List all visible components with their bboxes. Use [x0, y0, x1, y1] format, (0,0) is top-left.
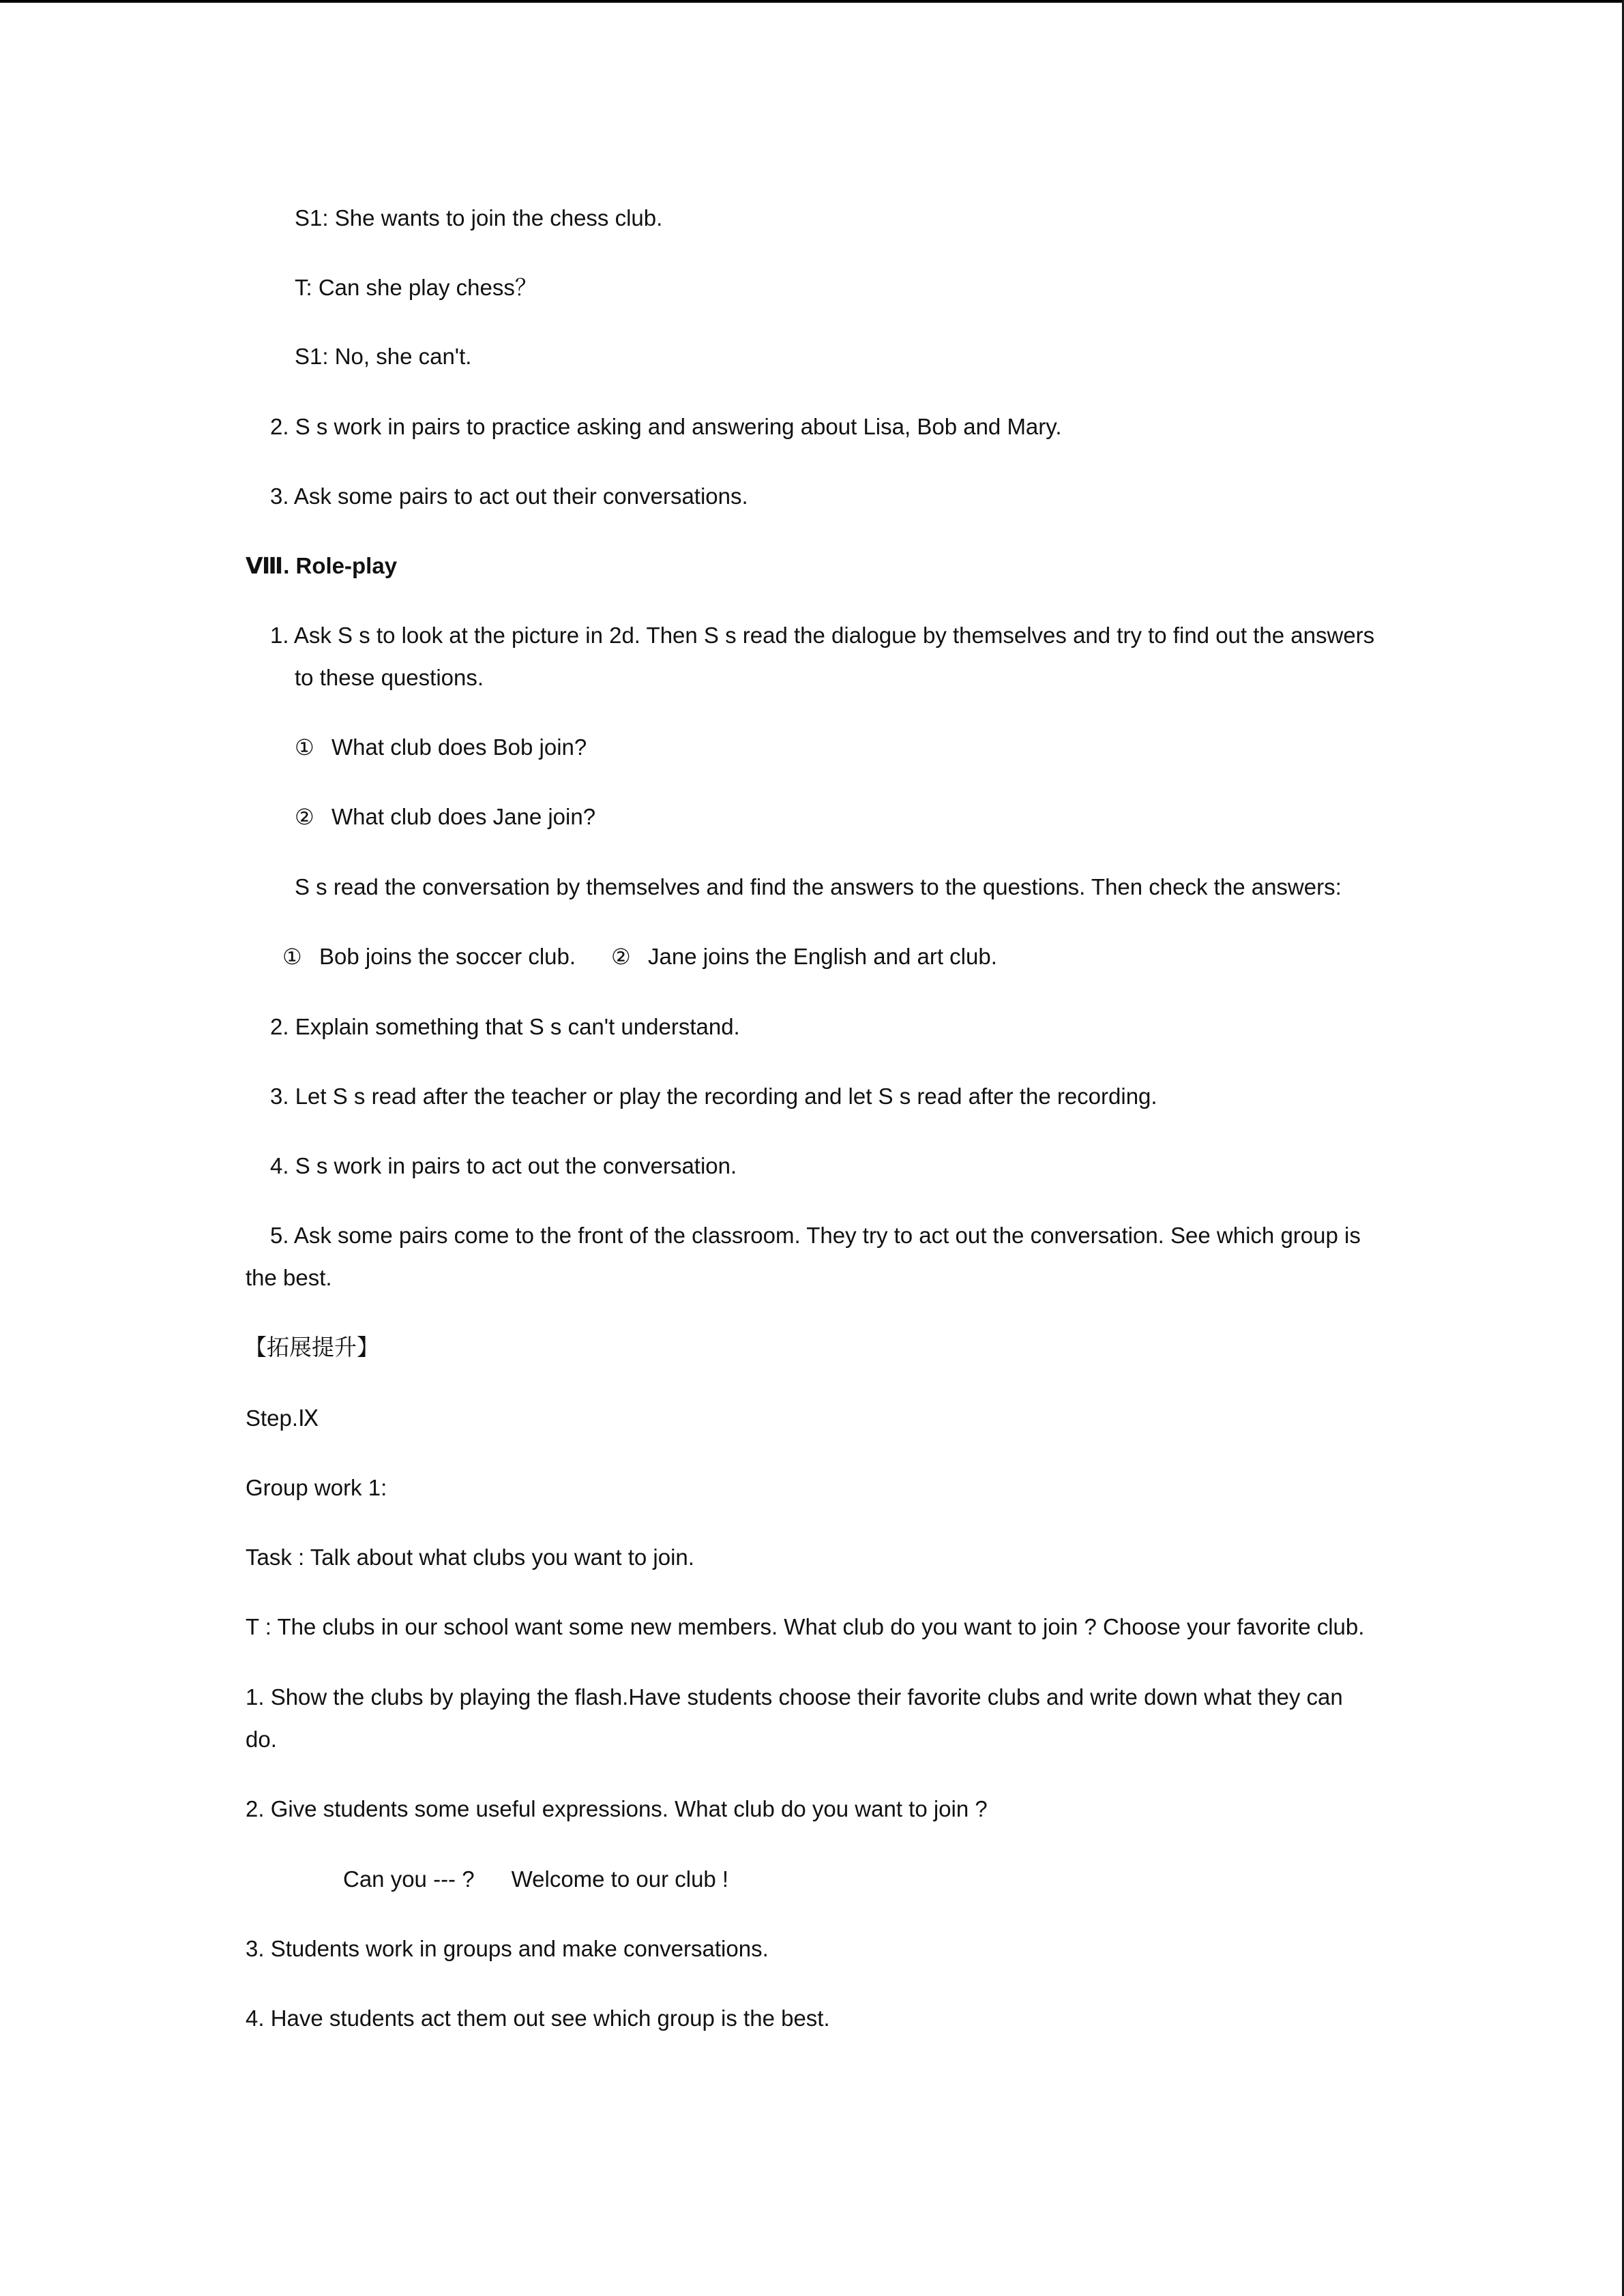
roleplay-step-5	[270, 1222, 1378, 1249]
extension-item-1-text: 1. Show the clubs by playing the flash.Have students choose their favorite clubs and write down what they can	[246, 1684, 1343, 1710]
section-heading-roleplay: Ⅷ. Role-play	[246, 553, 398, 578]
page-top-border	[0, 0, 1624, 3]
extension-item-1	[246, 1684, 1378, 1711]
expression: Welcome to our club !	[511, 1866, 729, 1892]
roleplay-instruction: S s read the conversation by themselves and find the answers to the questions. Then check the answers:	[295, 874, 1342, 899]
question-item	[295, 803, 595, 831]
roleplay-step-1	[270, 622, 1378, 649]
dialogue-line: S1: She wants to join the chess club.	[295, 205, 663, 230]
roleplay-step: 3. Let S s read after the teacher or play the recording and let S s read after the recording.	[270, 1084, 1157, 1109]
group-work-label: Group work 1:	[246, 1475, 387, 1500]
section-heading-extension: 【拓展提升】	[244, 1336, 379, 1360]
extension-item-3: 3. Students work in groups and make conversations.	[246, 1936, 769, 1961]
answers-line	[282, 943, 997, 970]
roleplay-step-5-cont: the best.	[246, 1265, 332, 1290]
circled-number: ①	[282, 944, 302, 970]
circled-number: ①	[295, 734, 314, 760]
roleplay-step-1-cont: to these questions.	[295, 665, 484, 690]
roleplay-step-5-text: 5. Ask some pairs come to the front of the classroom. They try to act out the conversation. See which group is	[270, 1223, 1361, 1248]
teacher-line: T : The clubs in our school want some new members. What club do you want to join ? Choose your favorite club.	[246, 1614, 1365, 1639]
circled-number: ②	[611, 944, 631, 970]
roleplay-step: 4. S s work in pairs to act out the conversation.	[270, 1153, 737, 1178]
roleplay-step: 2. Explain something that S s can't understand.	[270, 1014, 740, 1039]
question-item	[295, 734, 587, 761]
extension-item-4: 4. Have students act them out see which group is the best.	[246, 2006, 830, 2031]
expressions-line	[343, 1866, 728, 1893]
expression: Can you --- ?	[343, 1866, 475, 1892]
question-text: What club does Jane join?	[331, 804, 596, 829]
question-text: What club does Bob join?	[331, 734, 587, 760]
dialogue-line: S1: No, she can't.	[295, 344, 472, 369]
answer-text: Bob joins the soccer club.	[319, 944, 576, 969]
extension-item-2: 2. Give students some useful expressions. What club do you want to join ?	[246, 1796, 988, 1821]
answer-text: Jane joins the English and art club.	[648, 944, 997, 969]
dialogue-line: T: Can she play chess？	[295, 275, 537, 300]
pair-step: 3. Ask some pairs to act out their conversations.	[270, 483, 748, 509]
task-line: Task : Talk about what clubs you want to join.	[246, 1545, 694, 1570]
step-label: Step.Ⅸ	[246, 1405, 319, 1431]
pair-step: 2. S s work in pairs to practice asking and answering about Lisa, Bob and Mary.	[270, 414, 1062, 439]
roleplay-step-1-text: 1. Ask S s to look at the picture in 2d. Then S s read the dialogue by themselves and try to find out the answers	[270, 623, 1375, 648]
circled-number: ②	[295, 804, 314, 830]
extension-item-1-cont: do.	[246, 1727, 277, 1752]
